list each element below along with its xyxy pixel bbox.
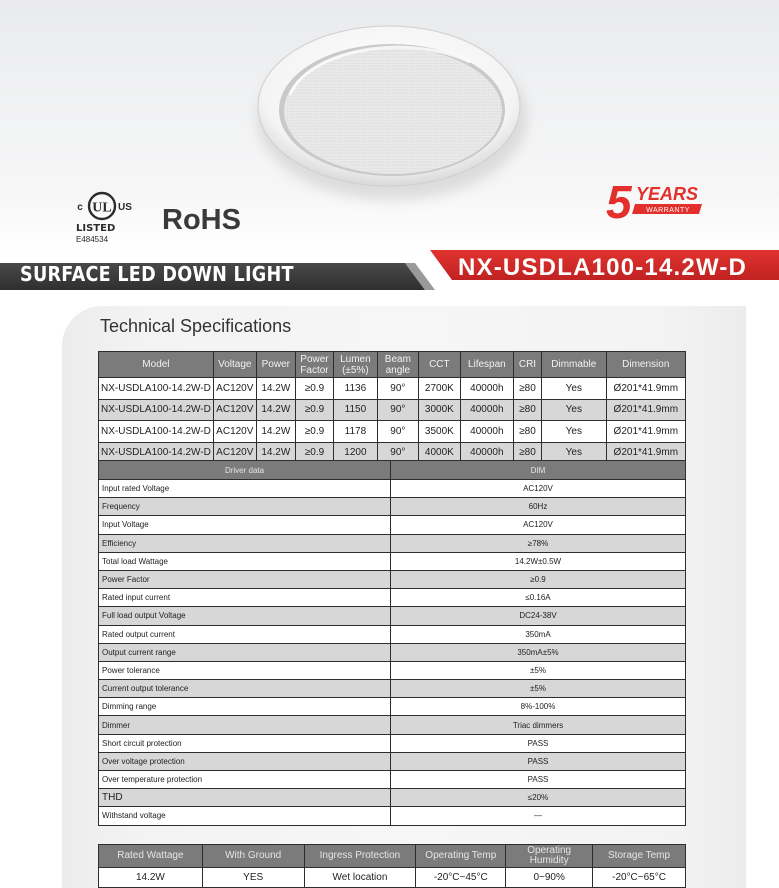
driver-table-header-row bbox=[99, 461, 686, 480]
table-row bbox=[99, 480, 686, 498]
row-value: ±5% bbox=[391, 661, 686, 679]
row-value: ≥0.9 bbox=[391, 570, 686, 588]
warranty-years: YEARS bbox=[636, 184, 699, 204]
warranty-badge-icon bbox=[604, 176, 704, 222]
table-cell: Wet location bbox=[304, 868, 416, 888]
table-cell: 14.2W bbox=[256, 378, 295, 400]
table-row bbox=[99, 421, 686, 443]
table-row bbox=[99, 752, 686, 770]
row-label: Output current range bbox=[99, 643, 391, 661]
row-value: Triac dimmers bbox=[391, 716, 686, 734]
row-value: PASS bbox=[391, 771, 686, 789]
table-cell: 90° bbox=[377, 399, 418, 421]
row-value: 14.2W±0.5W bbox=[391, 552, 686, 570]
table-cell: NX-USDLA100-14.2W-D bbox=[99, 421, 214, 443]
ul-listed-icon bbox=[72, 188, 132, 248]
table-cell: 1178 bbox=[334, 421, 378, 443]
row-value: 350mA±5% bbox=[391, 643, 686, 661]
column-header: Beam angle bbox=[377, 352, 418, 378]
table-cell: 40000h bbox=[460, 421, 513, 443]
column-header: CRI bbox=[513, 352, 541, 378]
column-header: Lifespan bbox=[460, 352, 513, 378]
table-cell: 40000h bbox=[460, 442, 513, 464]
product-title: SURFACE LED DOWN LIGHT bbox=[20, 262, 294, 286]
table-cell: ≥80 bbox=[513, 421, 541, 443]
product-model-number: NX-USDLA100-14.2W-D bbox=[458, 254, 748, 281]
table-row bbox=[99, 534, 686, 552]
row-label: Withstand voltage bbox=[99, 807, 391, 825]
table-cell: -20°C~65°C bbox=[593, 868, 686, 888]
row-value: ≤0.16A bbox=[391, 589, 686, 607]
column-header: Dimension bbox=[606, 352, 685, 378]
table-cell: AC120V bbox=[213, 399, 256, 421]
column-header: Storage Temp bbox=[593, 845, 686, 868]
row-label: Frequency bbox=[99, 498, 391, 516]
table-cell: ≥0.9 bbox=[295, 399, 333, 421]
row-label: Short circuit protection bbox=[99, 734, 391, 752]
table-cell: 40000h bbox=[460, 399, 513, 421]
warranty-number: 5 bbox=[606, 176, 632, 222]
table-cell: ≥80 bbox=[513, 442, 541, 464]
table-cell: AC120V bbox=[213, 442, 256, 464]
row-label: Rated output current bbox=[99, 625, 391, 643]
row-value: PASS bbox=[391, 752, 686, 770]
table-cell: 90° bbox=[377, 442, 418, 464]
table-row bbox=[99, 498, 686, 516]
table-row bbox=[99, 789, 686, 807]
table-cell: ≥80 bbox=[513, 399, 541, 421]
row-value: ≥78% bbox=[391, 534, 686, 552]
row-label: THD bbox=[99, 789, 391, 807]
table-row bbox=[99, 680, 686, 698]
row-label: Full load output Voltage bbox=[99, 607, 391, 625]
column-header: CCT bbox=[419, 352, 461, 378]
column-header: Driver data bbox=[99, 461, 391, 480]
table-cell: Yes bbox=[542, 421, 607, 443]
table-row bbox=[99, 734, 686, 752]
table-row bbox=[99, 698, 686, 716]
row-value: AC120V bbox=[391, 480, 686, 498]
row-label: Power tolerance bbox=[99, 661, 391, 679]
table-cell: NX-USDLA100-14.2W-D bbox=[99, 378, 214, 400]
table-row bbox=[99, 771, 686, 789]
column-header: Lumen (±5%) bbox=[334, 352, 378, 378]
table-row bbox=[99, 552, 686, 570]
table-cell: 90° bbox=[377, 378, 418, 400]
row-value: — bbox=[391, 807, 686, 825]
column-header: Voltage bbox=[213, 352, 256, 378]
table-cell: 1136 bbox=[334, 378, 378, 400]
column-header: Operating Humidity bbox=[506, 845, 593, 868]
ul-number-text: E484534 bbox=[76, 235, 109, 244]
table-cell: 1200 bbox=[334, 442, 378, 464]
spec-heading: Technical Specifications bbox=[100, 316, 292, 336]
table-row bbox=[99, 661, 686, 679]
table-cell: ≥0.9 bbox=[295, 442, 333, 464]
environment-table-header-row bbox=[99, 845, 686, 868]
column-header: Rated Wattage bbox=[99, 845, 203, 868]
column-header: Power Factor bbox=[295, 352, 333, 378]
row-label: Input Voltage bbox=[99, 516, 391, 534]
column-header: With Ground bbox=[202, 845, 304, 868]
table-cell: 40000h bbox=[460, 378, 513, 400]
table-cell: 4000K bbox=[419, 442, 461, 464]
row-label: Current output tolerance bbox=[99, 680, 391, 698]
row-value: 60Hz bbox=[391, 498, 686, 516]
table-cell: Ø201*41.9mm bbox=[606, 421, 685, 443]
table-cell: ≥0.9 bbox=[295, 378, 333, 400]
row-label: Input rated Voltage bbox=[99, 480, 391, 498]
product-hero bbox=[0, 0, 779, 252]
row-label: Power Factor bbox=[99, 570, 391, 588]
model-spec-table bbox=[98, 351, 686, 464]
table-row bbox=[99, 643, 686, 661]
driver-data-table bbox=[98, 460, 686, 826]
table-row bbox=[99, 716, 686, 734]
table-cell: Ø201*41.9mm bbox=[606, 399, 685, 421]
table-row bbox=[99, 607, 686, 625]
table-row bbox=[99, 589, 686, 607]
table-cell: NX-USDLA100-14.2W-D bbox=[99, 399, 214, 421]
row-value: 350mA bbox=[391, 625, 686, 643]
row-value: DC24-38V bbox=[391, 607, 686, 625]
column-header: Operating Temp bbox=[416, 845, 506, 868]
table-cell: -20°C~45°C bbox=[416, 868, 506, 888]
column-header: Ingress Protection bbox=[304, 845, 416, 868]
table-cell: ≥80 bbox=[513, 378, 541, 400]
rohs-logo: RoHS bbox=[162, 204, 241, 236]
table-cell: Yes bbox=[542, 442, 607, 464]
table-cell: 3500K bbox=[419, 421, 461, 443]
ul-listed-text: LISTED bbox=[76, 223, 116, 234]
table-cell: 0~90% bbox=[506, 868, 593, 888]
table-cell: 2700K bbox=[419, 378, 461, 400]
table-row bbox=[99, 399, 686, 421]
row-label: Dimmer bbox=[99, 716, 391, 734]
column-header: Dimmable bbox=[542, 352, 607, 378]
row-label: Total load Wattage bbox=[99, 552, 391, 570]
row-value: PASS bbox=[391, 734, 686, 752]
row-value: AC120V bbox=[391, 516, 686, 534]
table-cell: 90° bbox=[377, 421, 418, 443]
table-cell: ≥0.9 bbox=[295, 421, 333, 443]
table-cell: Yes bbox=[542, 378, 607, 400]
environment-spec-table bbox=[98, 844, 686, 888]
row-label: Efficiency bbox=[99, 534, 391, 552]
table-cell: YES bbox=[202, 868, 304, 888]
table-cell: Ø201*41.9mm bbox=[606, 442, 685, 464]
table-cell: Yes bbox=[542, 399, 607, 421]
table-row bbox=[99, 516, 686, 534]
table-cell: 14.2W bbox=[256, 442, 295, 464]
row-label: Rated input current bbox=[99, 589, 391, 607]
table-row bbox=[99, 625, 686, 643]
ul-us-text: US bbox=[118, 202, 132, 213]
table-cell: 14.2W bbox=[256, 399, 295, 421]
table-row bbox=[99, 868, 686, 888]
table-cell: 14.2W bbox=[256, 421, 295, 443]
table-cell: AC120V bbox=[213, 421, 256, 443]
warranty-label: WARRANTY bbox=[646, 207, 690, 214]
ul-mark-text: UL bbox=[92, 200, 112, 216]
row-label: Dimming range bbox=[99, 698, 391, 716]
table-cell: 3000K bbox=[419, 399, 461, 421]
table-cell: NX-USDLA100-14.2W-D bbox=[99, 442, 214, 464]
row-value: ±5% bbox=[391, 680, 686, 698]
table-row bbox=[99, 570, 686, 588]
column-header: DIM bbox=[391, 461, 686, 480]
row-value: 8%-100% bbox=[391, 698, 686, 716]
model-table-header-row bbox=[99, 352, 686, 378]
table-cell: Ø201*41.9mm bbox=[606, 378, 685, 400]
ul-c-text: c bbox=[77, 202, 83, 213]
column-header: Model bbox=[99, 352, 214, 378]
table-row bbox=[99, 807, 686, 825]
column-header: Power bbox=[256, 352, 295, 378]
table-cell: 1150 bbox=[334, 399, 378, 421]
table-row bbox=[99, 378, 686, 400]
row-label: Over voltage protection bbox=[99, 752, 391, 770]
row-label: Over temperature protection bbox=[99, 771, 391, 789]
table-cell: AC120V bbox=[213, 378, 256, 400]
row-value: ≤20% bbox=[391, 789, 686, 807]
table-cell: 14.2W bbox=[99, 868, 203, 888]
